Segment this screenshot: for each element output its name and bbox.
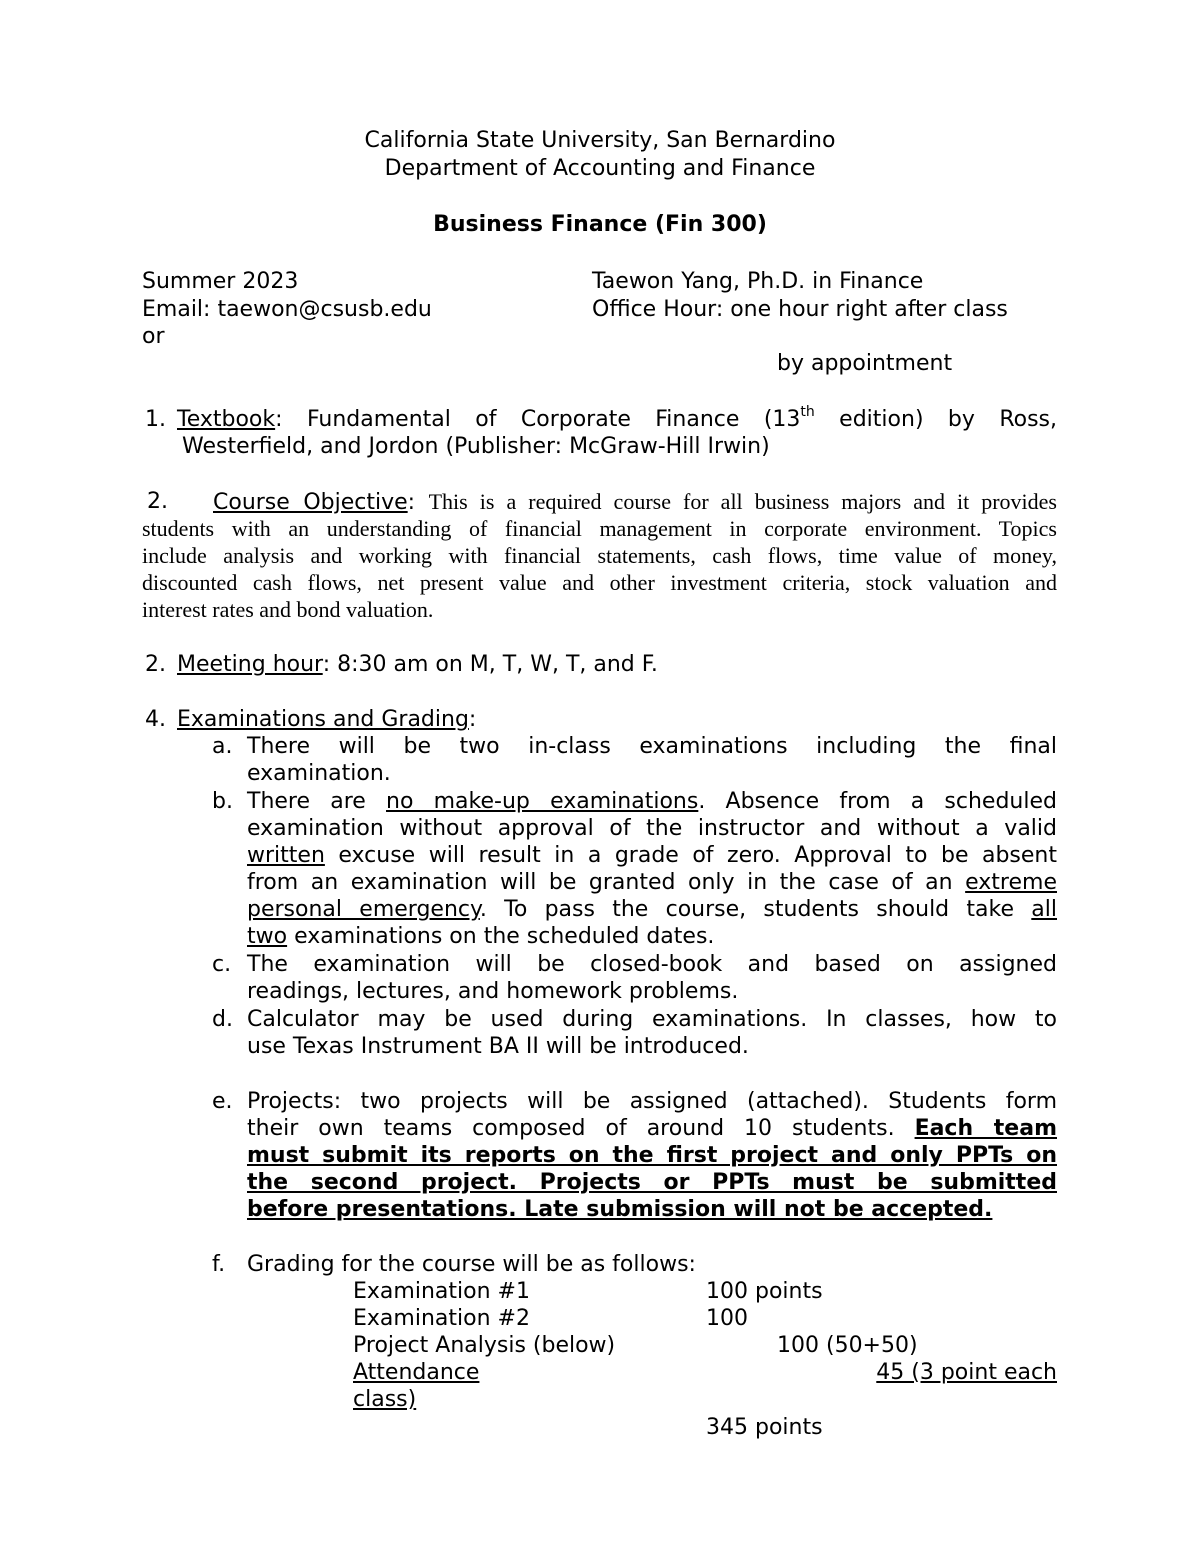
instructor-email: Email: taewon@csusb.edu [142, 297, 432, 322]
item-e-line-5: before presentations. Late submission will not be accepted. [247, 1197, 993, 1222]
all-text: all [1031, 897, 1058, 922]
section-2-number: 2. [147, 489, 168, 514]
exam-grading-label: Examinations and Grading [177, 707, 469, 732]
grading-row-item: Project Analysis (below) [353, 1333, 616, 1358]
grading-row-item: Attendance [353, 1360, 480, 1385]
item-b-line-2: examination without approval of the instructor and without a valid [247, 816, 1057, 841]
item-e-line-4: the second project. Projects or PPTs must be submitted [247, 1170, 1057, 1195]
meeting-hour-text: : 8:30 am on M, T, W, T, and F. [322, 652, 658, 677]
by-appointment: by appointment [777, 351, 953, 376]
meeting-hour-line [177, 651, 658, 678]
textbook-text-b: edition) by Ross, [814, 407, 1057, 432]
university-name: California State University, San Bernardino [364, 128, 836, 153]
item-b-l6-post: examinations on the scheduled dates. [287, 924, 715, 949]
item-b-line-6 [247, 923, 1057, 950]
item-b-l1-post: . Absence from a scheduled [698, 789, 1057, 814]
textbook-line-1 [177, 403, 1057, 433]
item-b-text [247, 788, 1057, 950]
term: Summer 2023 [142, 269, 299, 294]
item-b-l5-post: . To pass the course, students should take [479, 897, 1032, 922]
item-e-line-2 [247, 1115, 1057, 1142]
item-e-text [247, 1088, 1057, 1223]
office-hour: Office Hour: one hour right after class [592, 297, 1008, 322]
item-b-l1-pre: There are [247, 789, 387, 814]
objective-line-4: discounted cash flows, net present value and other investment criteria, stock valuation and [142, 570, 1057, 595]
grading-row-points: 45 (3 point each [876, 1360, 1057, 1385]
objective-line-1: This is a required course for all business majors and it provides [428, 489, 1057, 514]
textbook-text-a: : Fundamental of Corporate Finance (13 [275, 407, 801, 432]
two-text: two [247, 924, 288, 949]
item-b-line-4 [247, 869, 1057, 896]
grading-row-points: 100 points [706, 1279, 823, 1304]
objective-line-5: interest rates and bond valuation. [142, 597, 434, 622]
item-b-line-5 [247, 896, 1057, 923]
exam-grading-colon: : [468, 707, 477, 732]
item-e-letter: e. [212, 1089, 233, 1114]
textbook-label: Textbook [177, 407, 276, 432]
item-a-text [247, 733, 1057, 787]
each-team-text: Each team [914, 1116, 1057, 1141]
objective-line-2: students with an understanding of financial management in corporate environment. Topics [142, 516, 1057, 541]
grading-row-item: Examination #1 [353, 1279, 530, 1304]
grading-intro: Grading for the course will be as follows: [247, 1252, 696, 1277]
section-4-number: 4. [145, 707, 166, 732]
or-text: or [142, 324, 165, 349]
attendance-row [353, 1359, 1057, 1386]
item-d-letter: d. [212, 1007, 233, 1032]
item-f-letter: f. [212, 1252, 226, 1277]
objective-line-3: include analysis and working with financial statements, cash flows, time value of money, [142, 543, 1057, 568]
item-a-line-2: examination. [247, 761, 391, 786]
item-a-line-1: There will be two in-class examinations including the final [247, 734, 1057, 759]
attendance-continuation: class) [353, 1387, 417, 1412]
course-objective-colon: : [407, 490, 416, 515]
no-makeup-text: no make-up examinations [386, 789, 699, 814]
item-b-line-1 [247, 788, 1057, 815]
item-b-letter: b. [212, 789, 233, 814]
item-d-line-2: use Texas Instrument BA II will be introduced. [247, 1034, 749, 1059]
item-c-text [247, 951, 1057, 1005]
textbook-line-2: Westerfield, and Jordon (Publisher: McGraw-Hill Irwin) [182, 434, 770, 459]
item-d-line-1: Calculator may be used during examinations. In classes, how to [247, 1007, 1057, 1032]
item-b-line-3 [247, 842, 1057, 869]
section-1-number: 1. [145, 407, 166, 432]
course-title: Business Finance (Fin 300) [433, 212, 767, 237]
department-name: Department of Accounting and Finance [384, 156, 816, 181]
item-a-letter: a. [212, 734, 233, 759]
item-c-letter: c. [212, 952, 232, 977]
meeting-hour-label: Meeting hour [177, 652, 323, 677]
grading-row-points: 100 [706, 1306, 748, 1331]
item-b-l4-pre: from an examination will be granted only in the case of an [247, 870, 966, 895]
item-b-l3-post: excuse will result in a grade of zero. Approval to be absent [324, 843, 1057, 868]
instructor-name: Taewon Yang, Ph.D. in Finance [592, 269, 924, 294]
grading-row-points: 100 (50+50) [777, 1333, 918, 1358]
exam-grading-heading [177, 706, 476, 733]
item-d-text [247, 1006, 1057, 1060]
extreme-text: extreme [965, 870, 1057, 895]
item-e-line-3: must submit its reports on the first project and only PPTs on [247, 1143, 1057, 1168]
item-e-l2-pre: their own teams composed of around 10 students. [247, 1116, 915, 1141]
section-3-number: 2. [145, 652, 166, 677]
grading-row-item: Examination #2 [353, 1306, 530, 1331]
attendance-line [353, 1359, 1057, 1386]
written-text: written [247, 843, 325, 868]
item-c-line-1: The examination will be closed-book and based on assigned [247, 952, 1057, 977]
course-objective-label: Course Objective [213, 490, 408, 515]
course-objective-block [142, 488, 1057, 623]
grading-total: 345 points [706, 1415, 823, 1440]
personal-emergency-text: personal emergency [247, 897, 480, 922]
edition-superscript: th [800, 403, 815, 420]
item-c-line-2: readings, lectures, and homework problems. [247, 979, 739, 1004]
item-e-line-1: Projects: two projects will be assigned (attached). Students form [247, 1089, 1057, 1114]
